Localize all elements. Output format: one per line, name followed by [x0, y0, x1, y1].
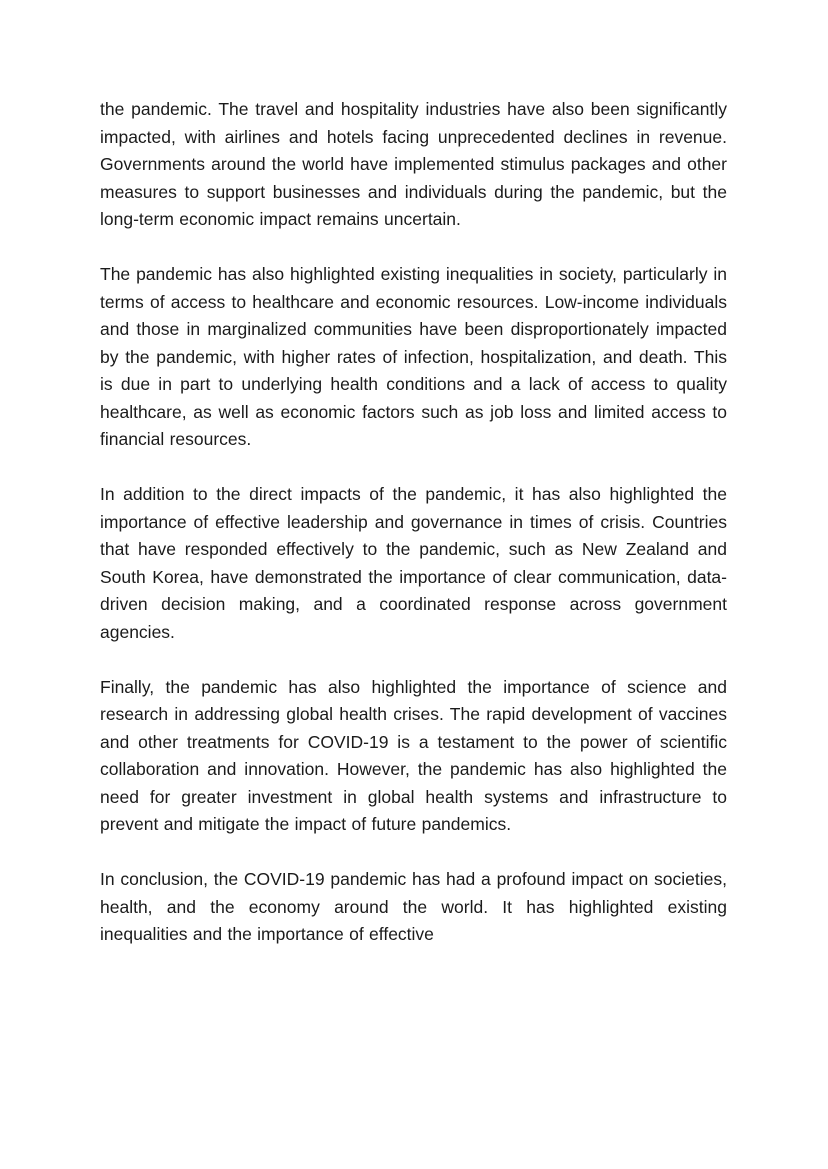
paragraph: The pandemic has also highlighted existing inequalities in society, particularly in terms of access to healthcare and economic resources. Low-income individuals and those in marginalized communities have been disproportionately impacted by the pandemic, with higher rates of infection, hospitalization, and death. This is due in part to underlying health conditions and a lack of access to quality healthcare, as well as economic factors such as job loss and limited access to financial resources.: [100, 264, 727, 449]
paragraph: In addition to the direct impacts of the pandemic, it has also highlighted the importance of effective leadership and governance in times of crisis. Countries that have responded effectively to the pandemic, such as New Zealand and South Korea, have demonstrated the importance of clear communication, data-driven decision making, and a coordinated response across government agencies.: [100, 484, 727, 642]
paragraph: In conclusion, the COVID-19 pandemic has had a profound impact on societies, health, and the economy around the world. It has highlighted existing inequalities and the importance of effective: [100, 869, 727, 944]
paragraph: the pandemic. The travel and hospitality industries have also been significantly impacted, with airlines and hotels facing unprecedented declines in revenue. Governments around the world have implemented stimulus packages and other measures to support businesses and individuals during the pandemic, but the long-term economic impact remains uncertain.: [100, 99, 727, 229]
paragraph: Finally, the pandemic has also highlighted the importance of science and research in addressing global health crises. The rapid development of vaccines and other treatments for COVID-19 is a testament to the power of scientific collaboration and innovation. However, the pandemic has also highlighted the need for greater investment in global health systems and infrastructure to prevent and mitigate the impact of future pandemics.: [100, 676, 727, 834]
